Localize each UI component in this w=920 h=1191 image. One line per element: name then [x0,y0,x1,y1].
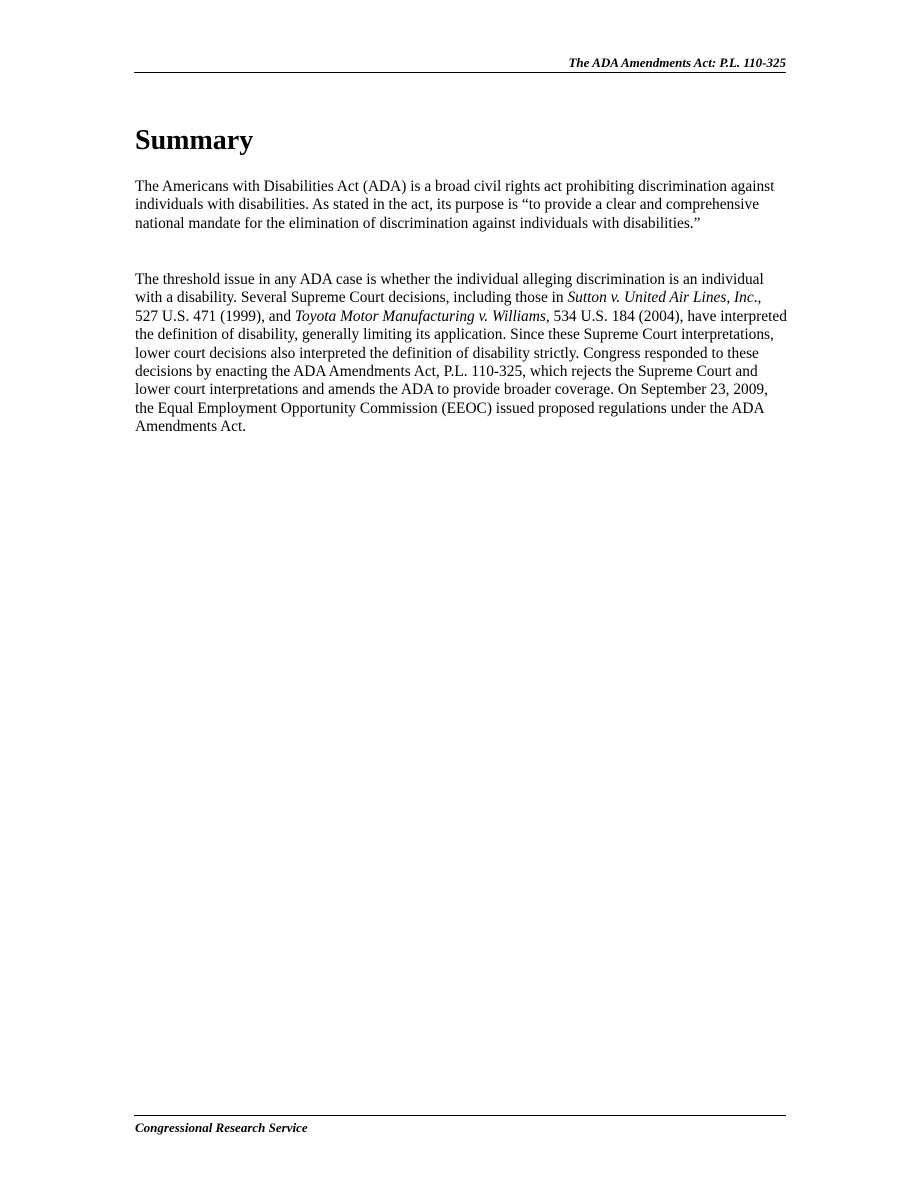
summary-paragraph-1: The Americans with Disabilities Act (ADA) is a broad civil rights act prohibiting discrimination against individuals with disabilities. As stated in the act, its purpose is “to provide a clear and comprehensive national mandate for the elimination of discrimination against individuals with disabilities.” [135,178,775,232]
running-footer: Congressional Research Service [135,1120,308,1135]
paragraph-2-text-3: , 534 U.S. 184 (2004), have interpreted the definition of disability, generally limiting its application. Since these Supreme Court interpretations, lower court decisions also interpreted the definition of disability strictly. Congress responded to these decisions by enacting the ADA Amendments Act, P.L. 110-325, which rejects the Supreme Court and lower court interpretations and amends the ADA to provide broader coverage. On September 23, 2009, the Equal Employment Opportunity Commission (EEOC) issued proposed regulations under the ADA Amendments Act. [135,307,787,436]
case-citation-toyota: Toyota Motor Manufacturing v. Williams [294,307,546,325]
header-rule [134,72,786,73]
summary-paragraph-2 [135,271,787,437]
paragraph-2-text-1: The threshold issue in any ADA case is whether the individual alleging discrimination is an individual with a disability. Several Supreme Court decisions, including those in [135,271,764,307]
section-heading: Summary [135,125,254,156]
paragraph-2-text-2: ., 527 U.S. 471 (1999), and [135,289,762,325]
footer-rule [134,1115,786,1116]
running-header: The ADA Amendments Act: P.L. 110-325 [568,55,786,70]
case-citation-sutton: Sutton v. United Air Lines, Inc [567,289,754,307]
